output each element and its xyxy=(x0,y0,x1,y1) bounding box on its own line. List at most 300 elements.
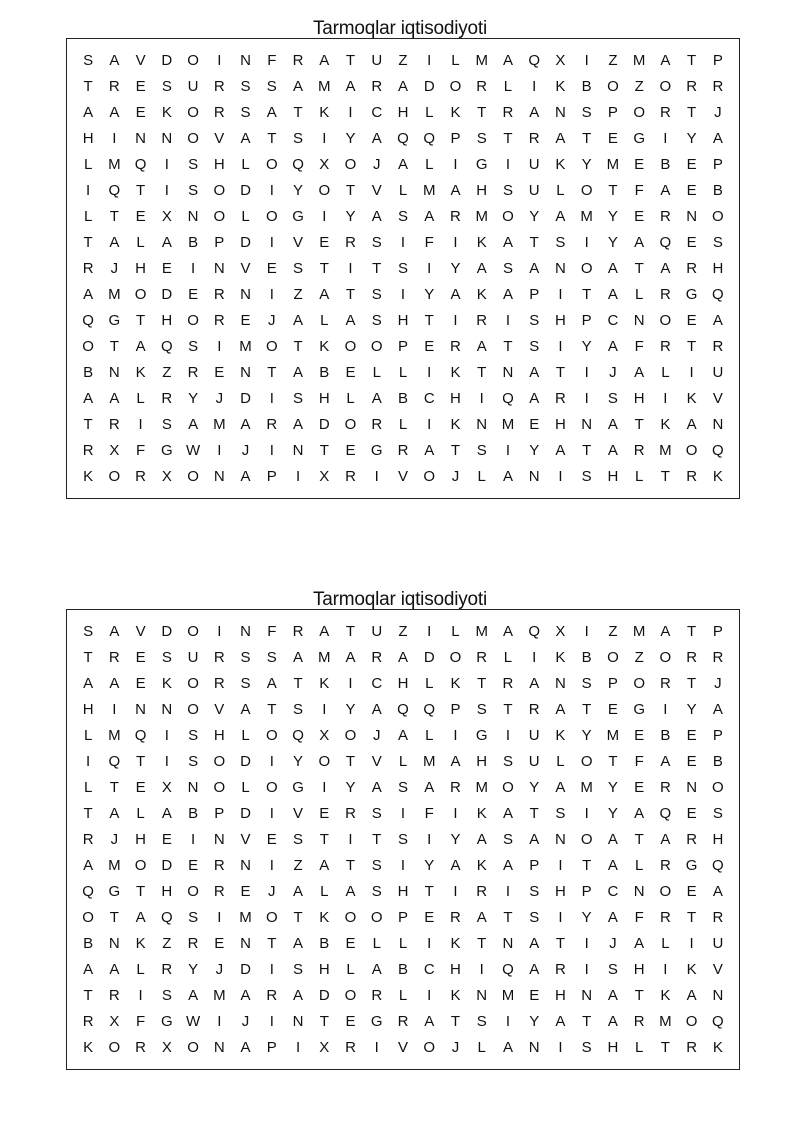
letter-cell: E xyxy=(135,77,146,95)
letter-cell: R xyxy=(82,1013,94,1031)
letter-cell: I xyxy=(269,961,274,979)
letter-cell: U xyxy=(187,648,199,666)
letter-cell: L xyxy=(241,155,250,173)
letter-cell: S xyxy=(293,259,304,277)
letter-cell: C xyxy=(423,390,435,408)
letter-cell: O xyxy=(580,752,593,770)
letter-cell: R xyxy=(108,77,120,95)
letter-cell: I xyxy=(558,286,563,304)
letter-cell: K xyxy=(450,103,461,121)
letter-cell: X xyxy=(161,1039,172,1057)
letter-cell: A xyxy=(293,883,304,901)
letter-cell: G xyxy=(633,129,645,147)
letter-cell: R xyxy=(712,77,724,95)
letter-cell: I xyxy=(348,103,353,121)
letter-cell: T xyxy=(345,622,356,640)
letter-cell: L xyxy=(425,674,434,692)
letter-cell: A xyxy=(529,364,540,382)
letter-cell: R xyxy=(397,1013,409,1031)
letter-cell: S xyxy=(502,259,513,277)
letter-cell: H xyxy=(318,961,330,979)
letter-cell: A xyxy=(607,1013,618,1031)
letter-cell: N xyxy=(213,830,225,848)
letter-cell: T xyxy=(608,181,618,199)
letter-cell: L xyxy=(425,155,434,173)
letter-cell: I xyxy=(453,155,458,173)
letter-cell: Q xyxy=(659,804,672,822)
letter-cell: Q xyxy=(528,51,541,69)
letter-cell: Z xyxy=(398,51,408,69)
letter-cell: J xyxy=(451,468,460,486)
letter-cell: A xyxy=(476,909,487,927)
letter-cell: I xyxy=(86,181,91,199)
word-search-puzzle-2 xyxy=(0,589,800,1057)
letter-cell: A xyxy=(529,961,540,979)
letter-cell: I xyxy=(558,1039,563,1057)
letter-cell: O xyxy=(213,181,226,199)
letter-cell: D xyxy=(161,286,173,304)
letter-cell: T xyxy=(267,700,277,718)
letter-cell: D xyxy=(240,390,251,408)
letter-cell: A xyxy=(529,935,540,953)
letter-cell: I xyxy=(400,286,406,304)
letter-cell: I xyxy=(584,51,589,69)
letter-cell: A xyxy=(293,987,304,1005)
letter-cell: I xyxy=(269,233,274,251)
letter-cell: O xyxy=(659,77,672,95)
letter-cell: K xyxy=(555,77,566,95)
letter-cell: G xyxy=(161,1013,173,1031)
letter-cell: R xyxy=(82,442,94,460)
letter-cell: T xyxy=(687,51,697,69)
letter-cell: S xyxy=(555,804,566,822)
letter-cell: N xyxy=(213,468,225,486)
letter-cell: E xyxy=(686,181,697,199)
letter-cell: A xyxy=(345,77,356,95)
letter-cell: A xyxy=(502,468,513,486)
letter-cell: E xyxy=(266,830,277,848)
letter-cell: O xyxy=(265,338,278,356)
letter-cell: T xyxy=(503,129,513,147)
letter-cell: R xyxy=(213,674,225,692)
letter-cell: I xyxy=(322,778,327,796)
letter-cell: O xyxy=(187,883,199,901)
letter-cell: Q xyxy=(712,1013,724,1031)
letter-cell: N xyxy=(555,674,566,692)
letter-cell: I xyxy=(453,804,458,822)
letter-cell: R xyxy=(345,468,356,486)
letter-cell: A xyxy=(345,883,356,901)
letter-cell: S xyxy=(581,103,592,121)
letter-cell: E xyxy=(634,778,645,796)
letter-cell: I xyxy=(190,259,196,277)
letter-cell: T xyxy=(687,338,697,356)
letter-cell: S xyxy=(161,987,172,1005)
letter-cell: G xyxy=(370,1013,383,1031)
letter-cell: X xyxy=(319,726,330,744)
letter-cell: J xyxy=(373,726,381,744)
letter-cell: U xyxy=(528,181,540,199)
letter-cell: A xyxy=(109,103,120,121)
letter-cell: S xyxy=(397,207,408,225)
letter-cell: E xyxy=(686,155,697,173)
letter-cell: E xyxy=(686,752,697,770)
letter-cell: M xyxy=(318,77,331,95)
letter-cell: H xyxy=(213,726,225,744)
letter-cell: L xyxy=(136,961,145,979)
letter-cell: P xyxy=(712,155,723,173)
letter-cell: Q xyxy=(712,442,724,460)
letter-cell: S xyxy=(240,77,251,95)
letter-cell: E xyxy=(135,778,146,796)
letter-cell: K xyxy=(555,155,566,173)
letter-cell: L xyxy=(477,1039,486,1057)
letter-cell: O xyxy=(633,674,645,692)
letter-cell: R xyxy=(292,51,304,69)
letter-cell: U xyxy=(712,364,724,382)
letter-cell: T xyxy=(582,286,592,304)
letter-cell: B xyxy=(581,648,592,666)
letter-cell: I xyxy=(558,857,563,875)
letter-cell: O xyxy=(265,909,278,927)
letter-cell: A xyxy=(555,442,566,460)
letter-cell: J xyxy=(373,155,381,173)
letter-cell: S xyxy=(371,312,382,330)
letter-cell: T xyxy=(136,752,146,770)
letter-cell: K xyxy=(686,390,697,408)
letter-cell: T xyxy=(450,1013,461,1031)
letter-cell: A xyxy=(266,674,277,692)
letter-cell: I xyxy=(86,752,91,770)
letter-cell: S xyxy=(476,1013,487,1031)
letter-cell: L xyxy=(346,390,355,408)
letter-cell: V xyxy=(214,129,225,147)
letter-cell: O xyxy=(659,648,672,666)
letter-cell: T xyxy=(293,103,303,121)
letter-cell: R xyxy=(213,312,225,330)
letter-cell: X xyxy=(109,1013,120,1031)
letter-cell: B xyxy=(581,77,592,95)
letter-grid-frame xyxy=(66,38,740,499)
letter-cell: R xyxy=(450,207,461,225)
letter-cell: T xyxy=(424,312,434,330)
letter-cell: T xyxy=(319,259,329,277)
letter-cell: A xyxy=(371,390,382,408)
letter-cell: E xyxy=(345,935,356,953)
letter-cell: S xyxy=(188,726,199,744)
letter-cell: R xyxy=(108,648,120,666)
letter-cell: N xyxy=(712,416,724,434)
letter-cell: I xyxy=(322,207,327,225)
letter-cell: T xyxy=(136,181,146,199)
letter-grid-frame xyxy=(66,609,740,1070)
letter-cell: E xyxy=(135,674,146,692)
letter-cell: O xyxy=(187,103,199,121)
letter-cell: N xyxy=(213,259,225,277)
letter-cell: L xyxy=(634,857,644,875)
letter-cell: H xyxy=(712,830,724,848)
letter-cell: R xyxy=(659,909,671,927)
letter-cell: I xyxy=(190,830,196,848)
letter-cell: O xyxy=(344,726,357,744)
letter-cell: F xyxy=(634,752,644,770)
letter-cell: T xyxy=(345,181,356,199)
letter-cell: O xyxy=(659,883,672,901)
letter-cell: E xyxy=(345,364,356,382)
letter-cell: D xyxy=(161,51,173,69)
letter-cell: L xyxy=(556,181,565,199)
letter-cell: A xyxy=(83,103,94,121)
letter-cell: E xyxy=(188,857,199,875)
letter-cell: F xyxy=(424,804,434,822)
letter-cell: O xyxy=(580,259,593,277)
letter-cell: E xyxy=(161,259,172,277)
letter-cell: X xyxy=(319,155,330,173)
letter-cell: T xyxy=(503,700,513,718)
letter-cell: I xyxy=(584,390,589,408)
letter-cell: L xyxy=(320,883,329,901)
letter-cell: A xyxy=(476,259,487,277)
letter-cell: A xyxy=(555,207,566,225)
letter-cell: J xyxy=(609,364,617,382)
letter-cell: A xyxy=(83,857,94,875)
letter-cell: O xyxy=(580,181,593,199)
letter-cell: L xyxy=(241,207,250,225)
letter-cell: S xyxy=(266,77,277,95)
letter-cell: O xyxy=(685,1013,698,1031)
letter-cell: A xyxy=(397,155,408,173)
letter-cell: I xyxy=(217,338,222,356)
letter-cell: E xyxy=(161,830,172,848)
letter-cell: N xyxy=(240,935,251,953)
letter-cell: T xyxy=(477,935,487,953)
letter-cell: I xyxy=(453,312,458,330)
letter-cell: O xyxy=(108,468,121,486)
letter-cell: A xyxy=(712,700,723,718)
letter-cell: H xyxy=(161,883,173,901)
letter-cell: I xyxy=(689,364,694,382)
letter-cell: K xyxy=(83,468,94,486)
letter-cell: S xyxy=(607,961,618,979)
letter-cell: R xyxy=(135,468,147,486)
letter-grid xyxy=(75,618,731,1061)
letter-cell: S xyxy=(529,312,540,330)
letter-cell: R xyxy=(266,416,278,434)
letter-cell: S xyxy=(293,961,304,979)
letter-cell: L xyxy=(241,726,250,744)
letter-cell: A xyxy=(529,103,540,121)
letter-cell: B xyxy=(660,155,671,173)
letter-cell: T xyxy=(293,909,303,927)
letter-cell: Q xyxy=(161,338,173,356)
letter-cell: Y xyxy=(424,286,435,304)
letter-cell: A xyxy=(319,286,330,304)
letter-cell: I xyxy=(427,364,432,382)
letter-cell: S xyxy=(502,181,513,199)
letter-cell: A xyxy=(686,416,697,434)
letter-cell: Q xyxy=(423,700,436,718)
letter-cell: U xyxy=(371,51,383,69)
letter-cell: H xyxy=(318,390,330,408)
letter-cell: R xyxy=(213,77,225,95)
letter-cell: B xyxy=(660,726,671,744)
letter-cell: T xyxy=(372,259,382,277)
letter-cell: L xyxy=(398,752,408,770)
letter-cell: I xyxy=(164,181,169,199)
letter-cell: U xyxy=(187,77,199,95)
letter-cell: R xyxy=(450,778,461,796)
letter-cell: Y xyxy=(581,726,592,744)
letter-cell: N xyxy=(686,778,698,796)
letter-cell: K xyxy=(135,935,146,953)
letter-cell: P xyxy=(266,1039,277,1057)
letter-cell: J xyxy=(451,1039,460,1057)
letter-cell: S xyxy=(476,129,487,147)
letter-cell: A xyxy=(502,286,513,304)
letter-cell: Y xyxy=(188,961,199,979)
letter-cell: T xyxy=(608,752,618,770)
letter-cell: F xyxy=(634,338,644,356)
letter-cell: M xyxy=(108,286,121,304)
letter-cell: U xyxy=(528,726,540,744)
letter-cell: Q xyxy=(712,286,724,304)
letter-cell: O xyxy=(423,1039,436,1057)
letter-cell: N xyxy=(581,987,593,1005)
letter-cell: N xyxy=(240,622,251,640)
letter-cell: I xyxy=(269,804,274,822)
letter-cell: E xyxy=(634,207,645,225)
letter-cell: A xyxy=(345,648,356,666)
letter-cell: R xyxy=(528,129,540,147)
letter-cell: Y xyxy=(293,181,304,199)
letter-cell: N xyxy=(476,987,488,1005)
letter-cell: L xyxy=(136,804,145,822)
letter-cell: R xyxy=(686,1039,698,1057)
letter-cell: K xyxy=(450,416,461,434)
letter-cell: T xyxy=(529,233,539,251)
letter-cell: A xyxy=(240,468,251,486)
letter-cell: P xyxy=(712,622,723,640)
letter-cell: I xyxy=(164,752,169,770)
letter-cell: T xyxy=(319,442,329,460)
letter-cell: M xyxy=(422,181,436,199)
letter-cell: A xyxy=(502,857,513,875)
letter-cell: T xyxy=(582,442,592,460)
letter-cell: I xyxy=(663,961,668,979)
letter-cell: I xyxy=(164,726,169,744)
letter-cell: Q xyxy=(502,961,514,979)
letter-cell: K xyxy=(712,468,723,486)
letter-cell: E xyxy=(214,364,225,382)
letter-cell: Y xyxy=(607,804,618,822)
letter-cell: O xyxy=(370,338,383,356)
letter-cell: X xyxy=(161,778,172,796)
letter-cell: A xyxy=(109,804,120,822)
letter-cell: R xyxy=(659,207,671,225)
letter-cell: N xyxy=(240,364,251,382)
letter-cell: A xyxy=(83,286,94,304)
letter-cell: C xyxy=(423,961,435,979)
letter-cell: S xyxy=(266,648,277,666)
letter-cell: A xyxy=(371,207,382,225)
letter-cell: R xyxy=(213,883,225,901)
letter-cell: K xyxy=(161,674,172,692)
letter-cell: Z xyxy=(162,935,172,953)
letter-cell: L xyxy=(83,155,93,173)
letter-cell: R xyxy=(266,987,278,1005)
letter-cell: B xyxy=(397,961,408,979)
letter-cell: R xyxy=(213,286,225,304)
letter-cell: I xyxy=(584,961,589,979)
letter-cell: R xyxy=(659,338,671,356)
letter-cell: K xyxy=(319,103,330,121)
letter-cell: G xyxy=(475,726,488,744)
letter-cell: L xyxy=(425,726,434,744)
letter-cell: A xyxy=(555,1013,566,1031)
letter-cell: R xyxy=(371,648,383,666)
letter-cell: Y xyxy=(345,207,356,225)
letter-cell: N xyxy=(502,364,514,382)
letter-cell: K xyxy=(319,909,330,927)
letter-cell: R xyxy=(292,622,304,640)
letter-cell: I xyxy=(427,987,432,1005)
letter-cell: T xyxy=(687,103,697,121)
letter-cell: P xyxy=(397,338,408,356)
letter-cell: S xyxy=(371,883,382,901)
letter-cell: A xyxy=(607,286,618,304)
letter-cell: A xyxy=(109,390,120,408)
letter-cell: E xyxy=(686,804,697,822)
letter-cell: S xyxy=(371,804,382,822)
letter-cell: A xyxy=(371,778,382,796)
letter-cell: H xyxy=(607,468,619,486)
letter-cell: I xyxy=(558,909,563,927)
letter-cell: A xyxy=(109,622,120,640)
letter-cell: A xyxy=(607,259,618,277)
letter-cell: I xyxy=(164,155,169,173)
letter-cell: R xyxy=(450,909,461,927)
letter-cell: Y xyxy=(345,129,356,147)
letter-cell: H xyxy=(633,390,645,408)
letter-cell: T xyxy=(83,804,93,822)
letter-cell: N xyxy=(528,468,540,486)
letter-cell: B xyxy=(397,390,408,408)
letter-cell: B xyxy=(712,752,723,770)
letter-cell: V xyxy=(371,181,382,199)
letter-cell: A xyxy=(660,51,671,69)
letter-cell: V xyxy=(293,233,304,251)
letter-cell: M xyxy=(659,1013,672,1031)
letter-cell: T xyxy=(582,700,592,718)
letter-cell: E xyxy=(686,883,697,901)
letter-cell: R xyxy=(371,77,383,95)
letter-cell: J xyxy=(110,830,119,848)
letter-cell: O xyxy=(187,1039,199,1057)
letter-cell: I xyxy=(663,129,668,147)
letter-cell: L xyxy=(398,935,408,953)
letter-cell: N xyxy=(528,1039,540,1057)
letter-cell: B xyxy=(188,804,199,822)
letter-cell: A xyxy=(686,987,697,1005)
letter-cell: D xyxy=(240,233,251,251)
letter-cell: Y xyxy=(686,129,697,147)
letter-cell: O xyxy=(344,987,357,1005)
letter-cell: E xyxy=(345,1013,356,1031)
letter-cell: K xyxy=(660,987,671,1005)
letter-cell: P xyxy=(529,286,540,304)
letter-cell: I xyxy=(269,181,274,199)
letter-cell: O xyxy=(502,207,514,225)
